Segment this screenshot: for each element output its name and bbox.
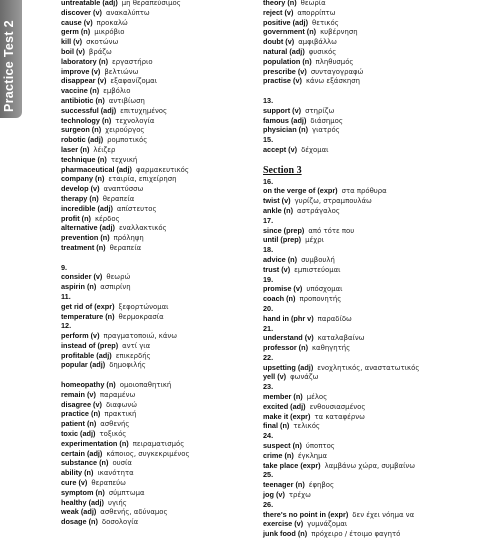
- greek-translation: πληθυσμός: [315, 57, 354, 66]
- greek-translation: συμβουλή: [301, 255, 335, 264]
- greek-translation: φαρμακευτικός: [135, 165, 189, 174]
- vocab-entry: [263, 461, 500, 471]
- vocab-entry: [61, 214, 251, 224]
- english-term: until (prep): [263, 235, 302, 245]
- vocab-entry: [263, 451, 500, 461]
- english-term: germ (n): [61, 27, 91, 37]
- english-term: consider (v): [61, 272, 103, 282]
- vocab-entry: [61, 409, 251, 419]
- greek-translation: ασθενής, αδύναμος: [100, 508, 168, 517]
- greek-translation: θεραπεύω: [91, 479, 126, 488]
- english-term: support (v): [263, 105, 302, 115]
- english-term: antibiotic (n): [61, 95, 105, 105]
- greek-translation: παραδίδω: [317, 314, 352, 323]
- english-term: improve (v): [61, 66, 101, 76]
- english-term: perform (v): [61, 331, 100, 341]
- vocab-entry: [61, 302, 251, 312]
- vocab-entry: [263, 392, 500, 402]
- greek-translation: εταιρία, επιχείρηση: [108, 175, 177, 184]
- english-term: advice (n): [263, 254, 298, 264]
- question-number: 24.: [263, 431, 274, 441]
- english-term: company (n): [61, 174, 105, 184]
- greek-translation: θεωρώ: [106, 273, 131, 282]
- vocab-entry: [263, 125, 500, 135]
- english-term: ankle (n): [263, 205, 294, 215]
- greek-translation: γυρίζω, στραμπουλάω: [294, 197, 372, 206]
- greek-translation: λαμβάνω χώρα, συμβαίνω: [324, 461, 416, 470]
- greek-translation: βελτιώνω: [104, 67, 139, 76]
- vocab-entry: [61, 429, 251, 439]
- english-term: untreatable (adj): [61, 0, 118, 7]
- greek-translation: μέλος: [306, 393, 328, 402]
- greek-translation: αστράγαλος: [297, 206, 340, 215]
- question-number: 13.: [263, 95, 274, 105]
- english-term: government (n): [263, 27, 317, 37]
- english-term: positive (adj): [263, 17, 309, 27]
- vocab-entry: [61, 96, 251, 106]
- english-term: make it (expr): [263, 411, 311, 421]
- greek-translation: θεραπεία: [109, 243, 142, 252]
- vocab-entry: [263, 333, 500, 343]
- greek-translation: τελικός: [293, 422, 320, 431]
- greek-translation: στα πρόθυρα: [341, 187, 387, 196]
- vocab-entry: [61, 498, 251, 508]
- english-term: exercise (v): [263, 519, 304, 529]
- english-term: coach (n): [263, 294, 296, 304]
- spacer: [263, 155, 500, 165]
- spacer: [263, 86, 500, 96]
- question-number: 12.: [61, 321, 72, 331]
- vocab-entry: [61, 351, 251, 361]
- vocab-entry: [61, 116, 251, 126]
- vocab-entry: [263, 372, 500, 382]
- vocab-entry: [263, 490, 500, 500]
- vocab-entry: [61, 233, 251, 243]
- english-term: crime (n): [263, 450, 294, 460]
- vocab-entry: [263, 37, 500, 47]
- greek-translation: δέχομαι: [301, 145, 329, 154]
- english-term: therapy (n): [61, 193, 99, 203]
- question-number: 23.: [263, 382, 274, 392]
- greek-translation: προκαλώ: [96, 18, 128, 27]
- greek-translation: συνταγογραφώ: [310, 67, 364, 76]
- vocab-entry: [263, 519, 500, 529]
- greek-translation: απορρίπτω: [297, 8, 336, 17]
- vocab-entry: [263, 529, 500, 539]
- vocab-entry: [61, 449, 251, 459]
- greek-translation: ρομποτικός: [107, 136, 148, 145]
- english-term: surgeon (n): [61, 125, 102, 135]
- greek-translation: αντιβίωση: [108, 96, 145, 105]
- vocab-entry: [61, 341, 251, 351]
- greek-translation: έγκλημα: [297, 451, 328, 460]
- english-term: doubt (v): [263, 37, 295, 47]
- vocab-entry: [61, 8, 251, 18]
- greek-translation: φωνάζω: [290, 373, 319, 382]
- vocab-entry: [61, 145, 251, 155]
- greek-translation: διαφωνώ: [105, 400, 137, 409]
- greek-translation: κέρδος: [95, 214, 120, 223]
- greek-translation: πρόχειρο / έτοιμο φαγητό: [311, 530, 401, 539]
- english-term: develop (v): [61, 184, 100, 194]
- question-number: 26.: [263, 499, 274, 509]
- english-term: laser (n): [61, 144, 90, 154]
- greek-translation: μέχρι: [305, 236, 324, 245]
- greek-translation: αντί για: [122, 341, 151, 350]
- left-column: [61, 0, 251, 527]
- vocab-entry: [61, 400, 251, 410]
- side-tab-label: Practice Test 2: [2, 20, 16, 112]
- english-term: weak (adj): [61, 507, 97, 517]
- vocab-entry: [61, 174, 251, 184]
- english-term: disagree (v): [61, 399, 102, 409]
- english-term: get rid of (expr): [61, 301, 115, 311]
- vocab-entry: [263, 0, 500, 8]
- vocab-entry: [61, 390, 251, 400]
- english-term: prevention (n): [61, 233, 110, 243]
- vocab-entry: [263, 265, 500, 275]
- english-term: twist (v): [263, 196, 291, 206]
- vocab-entry: [61, 86, 251, 96]
- greek-translation: ανακαλύπτω: [105, 8, 150, 17]
- vocab-entry: [61, 458, 251, 468]
- greek-translation: τοξικός: [99, 430, 127, 439]
- greek-translation: βράζω: [88, 47, 112, 56]
- english-term: patient (n): [61, 419, 97, 429]
- question-number: 20.: [263, 303, 274, 313]
- greek-translation: χειρούργος: [105, 126, 145, 135]
- english-term: cause (v): [61, 17, 93, 27]
- vocab-entry: [61, 67, 251, 77]
- vocab-entry: [61, 184, 251, 194]
- vocab-entry: [263, 76, 500, 86]
- greek-translation: κάποιος, συγκεκριμένος: [106, 449, 190, 458]
- vocab-entry: [263, 226, 500, 236]
- vocab-entry: [61, 223, 251, 233]
- vocab-entry: [263, 57, 500, 67]
- english-term: reject (v): [263, 7, 294, 17]
- vocab-entry: [263, 255, 500, 265]
- vocab-entry: [263, 106, 500, 116]
- greek-translation: μικρόβιο: [94, 28, 125, 37]
- english-term: prescribe (v): [263, 66, 307, 76]
- english-term: vaccine (n): [61, 86, 100, 96]
- greek-translation: πρόληψη: [113, 234, 144, 243]
- vocab-entry: [61, 312, 251, 322]
- greek-translation: εξαφανίζομαι: [110, 77, 158, 86]
- vocab-entry: [61, 57, 251, 67]
- vocab-entry: [263, 8, 500, 18]
- english-term: natural (adj): [263, 46, 305, 56]
- vocab-entry: [61, 18, 251, 28]
- english-term: trust (v): [263, 264, 291, 274]
- english-term: take place (expr): [263, 460, 321, 470]
- greek-translation: καταλαβαίνω: [317, 334, 365, 343]
- greek-translation: τρέχω: [288, 491, 311, 500]
- greek-translation: δημοφιλής: [109, 361, 146, 370]
- greek-translation: υγιής: [107, 498, 127, 507]
- english-term: instead of (prep): [61, 340, 119, 350]
- greek-translation: έφηβος: [308, 481, 335, 490]
- english-term: laboratory (n): [61, 56, 109, 66]
- english-term: experimentation (n): [61, 438, 129, 448]
- english-term: certain (adj): [61, 448, 103, 458]
- vocab-entry: [61, 106, 251, 116]
- vocab-entry: [61, 125, 251, 135]
- greek-translation: εναλλακτικός: [118, 224, 167, 233]
- greek-translation: θερμοκρασία: [118, 312, 164, 321]
- greek-translation: διάσημος: [310, 116, 343, 125]
- vocab-entry: [61, 76, 251, 86]
- greek-translation: κυβέρνηση: [320, 28, 358, 37]
- greek-translation: φυσικός: [308, 47, 337, 56]
- vocab-entry: [61, 478, 251, 488]
- vocab-entry: [61, 419, 251, 429]
- greek-translation: ασθενής: [100, 420, 130, 429]
- spacer: [61, 370, 251, 380]
- vocab-entry: [263, 480, 500, 490]
- english-term: promise (v): [263, 284, 303, 294]
- english-term: profitable (adj): [61, 350, 112, 360]
- greek-translation: τα καταφέρνω: [314, 412, 365, 421]
- vocab-entry: [61, 27, 251, 37]
- english-term: successful (adj): [61, 105, 117, 115]
- greek-translation: καθηγητής: [312, 344, 351, 353]
- greek-translation: ικανότητα: [97, 469, 134, 478]
- english-term: final (n): [263, 421, 290, 431]
- right-column: [263, 0, 500, 539]
- english-term: since (prep): [263, 225, 305, 235]
- greek-translation: κάνω εξάσκηση: [305, 77, 360, 86]
- english-term: upsetting (adj): [263, 362, 314, 372]
- english-term: robotic (adj): [61, 135, 104, 145]
- vocab-entry: [263, 363, 500, 373]
- question-number: 16.: [263, 176, 274, 186]
- english-term: practice (n): [61, 409, 101, 419]
- greek-translation: μη θεραπεύσιμος: [121, 0, 181, 7]
- vocab-entry: [61, 165, 251, 175]
- english-term: professor (n): [263, 343, 308, 353]
- greek-translation: ενοχλητικός, αναστατωτικός: [317, 363, 420, 372]
- english-term: accept (v): [263, 144, 298, 154]
- greek-translation: ομοιοπαθητική: [119, 381, 172, 390]
- english-term: boil (v): [61, 46, 85, 56]
- greek-translation: εμβόλιο: [103, 87, 131, 96]
- question-number: 11.: [61, 291, 71, 301]
- english-term: understand (v): [263, 333, 314, 343]
- vocab-entry: [263, 186, 500, 196]
- english-term: famous (adj): [263, 115, 307, 125]
- english-term: ability (n): [61, 468, 94, 478]
- english-term: remain (v): [61, 389, 96, 399]
- english-term: cure (v): [61, 478, 88, 488]
- section-heading: Section 3: [263, 164, 302, 176]
- vocab-entry: [61, 194, 251, 204]
- english-term: on the verge of (expr): [263, 186, 338, 196]
- question-number: 9.: [61, 262, 68, 272]
- greek-translation: αναπτύσσω: [103, 185, 144, 194]
- vocab-entry: [61, 488, 251, 498]
- english-term: theory (n): [263, 0, 297, 7]
- english-term: profit (n): [61, 213, 91, 223]
- english-term: yell (v): [263, 372, 287, 382]
- greek-translation: σύμπτωμα: [108, 488, 145, 497]
- greek-translation: σκοτώνω: [86, 38, 119, 47]
- vocab-entry: [263, 284, 500, 294]
- vocab-entry: [263, 27, 500, 37]
- english-term: aspirin (n): [61, 282, 97, 292]
- vocab-entry: [61, 468, 251, 478]
- vocab-entry: [263, 421, 500, 431]
- vocab-entry: [61, 243, 251, 253]
- vocab-entry: [263, 18, 500, 28]
- greek-translation: ύποπτος: [305, 442, 335, 451]
- vocab-entry: [263, 47, 500, 57]
- question-number: 19.: [263, 274, 274, 284]
- english-term: kill (v): [61, 37, 83, 47]
- greek-translation: λέιζερ: [93, 145, 116, 154]
- question-number: 15.: [263, 135, 274, 145]
- vocab-entry: [61, 47, 251, 57]
- greek-translation: εργαστήριο: [112, 57, 153, 66]
- english-term: junk food (n): [263, 529, 308, 539]
- greek-translation: πρακτική: [104, 410, 137, 419]
- english-term: member (n): [263, 392, 303, 402]
- vocab-entry: [263, 145, 500, 155]
- english-term: dosage (n): [61, 517, 98, 527]
- english-term: population (n): [263, 56, 312, 66]
- vocab-entry: [61, 380, 251, 390]
- greek-translation: επιτυχημένος: [120, 106, 168, 115]
- greek-translation: επικερδής: [115, 351, 151, 360]
- greek-translation: γυμνάζομαι: [307, 520, 348, 529]
- vocab-entry: [61, 155, 251, 165]
- english-term: toxic (adj): [61, 429, 96, 439]
- english-term: substance (n): [61, 458, 109, 468]
- greek-translation: υπόσχομαι: [306, 285, 343, 294]
- greek-translation: θετικός: [312, 18, 339, 27]
- vocab-entry: [61, 507, 251, 517]
- vocab-entry: [263, 206, 500, 216]
- vocab-entry: [263, 441, 500, 451]
- greek-translation: ασπιρίνη: [100, 283, 131, 292]
- english-term: excited (adj): [263, 401, 306, 411]
- greek-translation: αμφιβάλλω: [298, 38, 337, 47]
- question-number: 18.: [263, 245, 274, 255]
- english-term: popular (adj): [61, 360, 106, 370]
- greek-translation: δοσολογία: [101, 518, 139, 527]
- greek-translation: εμπιστεύομαι: [294, 265, 341, 274]
- vocab-entry: [61, 204, 251, 214]
- english-term: technique (n): [61, 154, 107, 164]
- english-term: practise (v): [263, 76, 302, 86]
- question-number: 17.: [263, 215, 274, 225]
- question-number: 22.: [263, 352, 274, 362]
- greek-translation: ενθουσιασμένος: [309, 402, 366, 411]
- greek-translation: στηρίζω: [305, 106, 335, 115]
- vocab-entry: [61, 360, 251, 370]
- english-term: pharmaceutical (adj): [61, 164, 132, 174]
- vocab-entry: [61, 0, 251, 8]
- vocab-entry: [263, 412, 500, 422]
- english-term: alternative (adj): [61, 223, 115, 233]
- greek-translation: τεχνολογία: [115, 116, 155, 125]
- vocab-entry: [263, 294, 500, 304]
- greek-translation: τεχνική: [110, 155, 138, 164]
- english-term: treatment (n): [61, 242, 106, 252]
- vocab-entry: [263, 343, 500, 353]
- question-number: 25.: [263, 470, 274, 480]
- vocab-entry: [61, 37, 251, 47]
- greek-translation: θεραπεία: [102, 194, 135, 203]
- vocab-entry: [61, 517, 251, 527]
- english-term: discover (v): [61, 7, 102, 17]
- vocab-entry: [61, 135, 251, 145]
- greek-translation: πραγματοποιώ, κάνω: [103, 332, 178, 341]
- greek-translation: ουσία: [112, 459, 132, 468]
- english-term: physician (n): [263, 125, 309, 135]
- vocab-entry: [61, 282, 251, 292]
- greek-translation: παραμένω: [99, 390, 136, 399]
- english-term: jog (v): [263, 490, 285, 500]
- english-term: healthy (adj): [61, 497, 104, 507]
- vocab-entry: [263, 196, 500, 206]
- english-term: temperature (n): [61, 311, 115, 321]
- side-tab: [0, 0, 22, 118]
- english-term: incredible (adj): [61, 203, 113, 213]
- greek-translation: γιατρός: [312, 126, 340, 135]
- greek-translation: δεν έχει νόημα να: [352, 510, 415, 519]
- english-term: disappear (v): [61, 76, 107, 86]
- greek-translation: θεωρία: [300, 0, 326, 7]
- english-term: teenager (n): [263, 480, 305, 490]
- vocab-entry: [263, 314, 500, 324]
- greek-translation: ξεφορτώνομαι: [118, 302, 169, 311]
- vocab-entry: [61, 272, 251, 282]
- vocab-entry: [263, 116, 500, 126]
- english-term: suspect (n): [263, 441, 302, 451]
- spacer: [61, 253, 251, 263]
- greek-translation: προπονητής: [299, 295, 342, 304]
- vocab-entry: [61, 439, 251, 449]
- english-term: hand in (phr v): [263, 313, 314, 323]
- vocab-entry: [263, 402, 500, 412]
- vocab-entry: [263, 67, 500, 77]
- english-term: there's no point in (expr): [263, 509, 349, 519]
- english-term: symptom (n): [61, 487, 105, 497]
- english-term: homeopathy (n): [61, 380, 116, 390]
- greek-translation: απίστευτος: [116, 204, 157, 213]
- vocab-entry: [263, 235, 500, 245]
- greek-translation: από τότε που: [308, 226, 355, 235]
- vocab-entry: [263, 510, 500, 520]
- greek-translation: πειραματισμός: [132, 439, 185, 448]
- vocab-entry: [61, 331, 251, 341]
- english-term: technology (n): [61, 115, 112, 125]
- question-number: 21.: [263, 323, 274, 333]
